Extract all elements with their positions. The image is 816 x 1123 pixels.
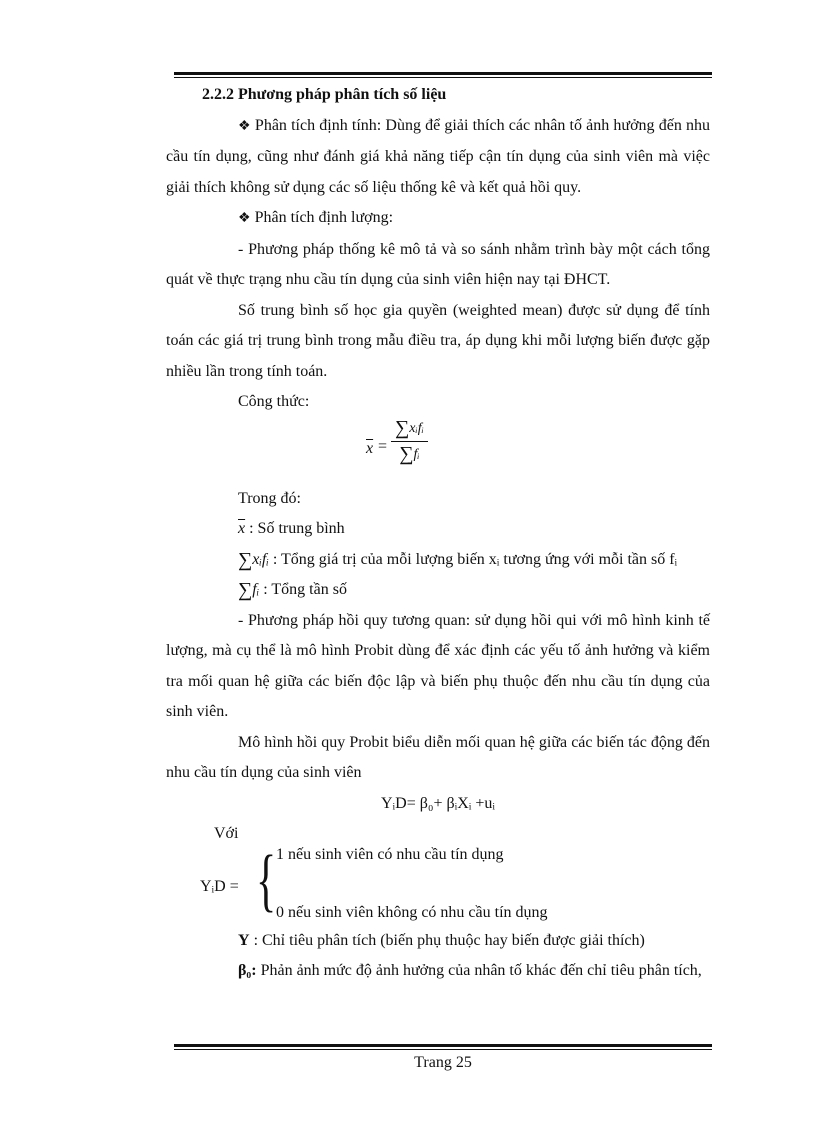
diamond-bullet-icon: ❖ [238, 118, 251, 134]
piecewise-case-1: 1 nếu sinh viên có nhu cầu tín dụng [276, 845, 504, 863]
sigma-icon: ∑ [238, 548, 253, 571]
paragraph-quantitative-text: Phân tích định lượng: [254, 209, 394, 226]
definition-sum-xf [238, 545, 710, 576]
definition-sum-f [238, 575, 710, 606]
diamond-bullet-icon: ❖ [238, 211, 251, 226]
formula-equals: = [378, 437, 388, 455]
paragraph-weighted-mean: Số trung bình số học gia quyền (weighted mean) được sử dụng để tính toán các giá trị trung bình trong mẫu điều tra, áp dụng khi mỗi lượng biến được gặp nhiều lần trong tính toán. [166, 301, 710, 380]
formula-label: Công thức: [238, 393, 310, 410]
definition-beta0 [166, 956, 710, 987]
paragraph-descriptive-stats: - Phương pháp thống kê mô tả và so sánh nhằm trình bày một cách tổng quát về thực trạng nhu cầu tín dụng của sinh viên hiện nay tại ĐHCT. [166, 240, 710, 288]
with-label: Với [214, 825, 239, 842]
piecewise-case-2: 0 nếu sinh viên không có nhu cầu tín dụng [276, 903, 548, 921]
curly-brace-icon: { [256, 841, 277, 919]
definition-sum-xf-text: : Tổng giá trị của mỗi lượng biến xᵢ tương ứng với mỗi tần số fᵢ [272, 550, 678, 568]
paragraph-probit: Mô hình hồi quy Probit biểu diễn mối quan hệ giữa các biến tác động đến nhu cầu tín dụng của sinh viên [166, 733, 710, 781]
definition-y-text: : Chỉ tiêu phân tích (biến phụ thuộc hay biến được giải thích) [253, 931, 645, 949]
piecewise-lhs: YᵢD = [200, 877, 239, 895]
header-rule [174, 72, 712, 78]
definition-y-symbol: Y [238, 931, 250, 949]
definition-y [238, 926, 710, 957]
formula-lhs: $\overline{x}$ [366, 439, 374, 457]
where-label: Trong đó: [238, 489, 301, 507]
footer-rule [174, 1044, 712, 1050]
paragraph-quantitative [166, 203, 710, 235]
page-body [166, 80, 710, 987]
model-equation: YᵢD= β₀+ βᵢXᵢ +uᵢ [380, 794, 496, 812]
definition-mean-symbol: $\overline{x}$ [238, 520, 246, 537]
formula-fraction [391, 418, 428, 465]
paragraph-qualitative-text: Phân tích định tính: Dùng để giải thích các nhân tố ảnh hưởng đến nhu cầu tín dụng, cũng như đánh giá khả năng tiếp cận tín dụng của sinh viên mà việc giải thích không sử dụng các số liệu thống kê và kết quả hồi quy. [166, 116, 710, 196]
sigma-icon: ∑ [399, 442, 414, 465]
weighted-mean-formula [166, 418, 710, 484]
paragraph-qualitative [166, 111, 710, 204]
section-heading: 2.2.2 Phương pháp phân tích số liệu [202, 86, 447, 103]
formula-numerator: xᵢfᵢ [409, 420, 424, 436]
sigma-icon: ∑ [395, 416, 410, 439]
piecewise-definition [200, 841, 710, 926]
definition-mean-text: : Số trung bình [249, 520, 345, 537]
definition-beta0-symbol: β₀: [238, 962, 257, 979]
definition-sum-f-text: : Tổng tần số [263, 581, 347, 598]
sigma-icon: ∑ [238, 579, 253, 601]
definition-beta0-text: Phản ảnh mức độ ảnh hưởng của nhân tố khác đến chỉ tiêu phân tích, [260, 962, 702, 979]
definition-mean [238, 514, 710, 545]
formula-denominator: fᵢ [413, 446, 420, 462]
paragraph-regression: - Phương pháp hồi quy tương quan: sử dụng hồi qui với mô hình kinh tế lượng, mà cụ thể là mô hình Probit dùng để xác định các yếu tố ảnh hưởng và kiểm tra mối quan hệ giữa các biến độc lập và biến phụ thuộc đến nhu cầu tín dụng của sinh viên. [166, 611, 710, 720]
definition-sum-xf-symbol: xᵢfᵢ [252, 550, 269, 568]
definition-sum-f-symbol: fᵢ [252, 581, 260, 598]
page-number: Trang 25 [414, 1054, 472, 1071]
